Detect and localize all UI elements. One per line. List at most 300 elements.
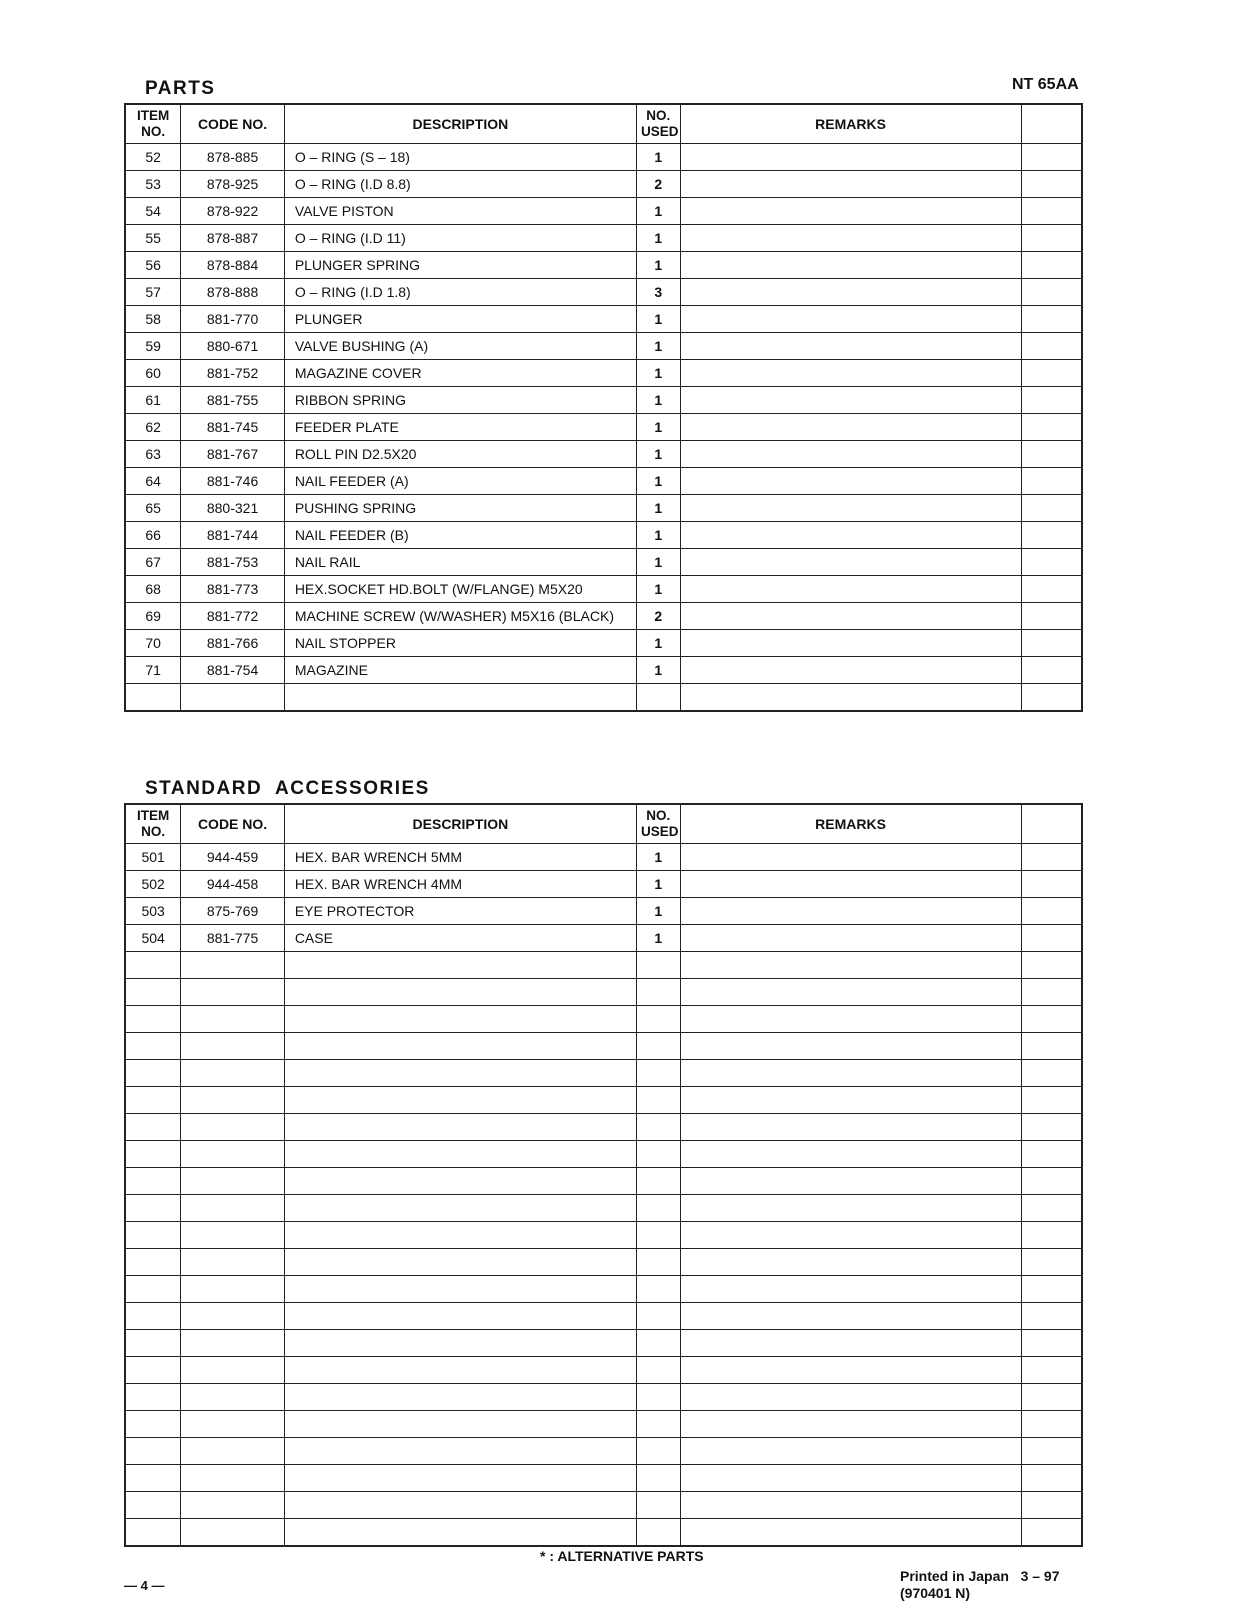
item-no-cell: 63	[125, 441, 181, 468]
table-row	[125, 1357, 1082, 1384]
description-cell	[284, 684, 636, 712]
code-no-cell: 878-884	[181, 252, 285, 279]
code-no-cell	[181, 684, 285, 712]
qty-cell: 1	[636, 576, 680, 603]
accessories-table	[124, 803, 1083, 1547]
col-remarks: REMARKS	[680, 804, 1021, 844]
item-no-cell	[125, 1168, 181, 1195]
item-no-cell	[125, 1276, 181, 1303]
remarks-cell	[680, 576, 1021, 603]
table-row	[125, 1330, 1082, 1357]
qty-cell: 1	[636, 387, 680, 414]
table-row	[125, 1438, 1082, 1465]
description-cell	[284, 1114, 636, 1141]
qty-cell	[636, 1384, 680, 1411]
description-cell	[284, 1195, 636, 1222]
item-no-cell: 502	[125, 871, 181, 898]
item-no-cell: 69	[125, 603, 181, 630]
extra-cell	[1021, 441, 1082, 468]
item-no-cell	[125, 1006, 181, 1033]
col-code-no: CODE NO.	[181, 104, 285, 144]
item-no-cell: 62	[125, 414, 181, 441]
remarks-cell	[680, 871, 1021, 898]
extra-cell	[1021, 1384, 1082, 1411]
table-row	[125, 603, 1082, 630]
code-no-cell	[181, 1330, 285, 1357]
code-no-cell	[181, 979, 285, 1006]
description-cell	[284, 1384, 636, 1411]
item-no-cell: 71	[125, 657, 181, 684]
description-cell	[284, 1411, 636, 1438]
item-no-cell	[125, 1303, 181, 1330]
table-row	[125, 252, 1082, 279]
qty-cell	[636, 979, 680, 1006]
qty-cell	[636, 1438, 680, 1465]
table-row	[125, 225, 1082, 252]
item-no-cell: 60	[125, 360, 181, 387]
table-row	[125, 333, 1082, 360]
printed-in-japan: Printed in Japan 3 – 97	[900, 1568, 1060, 1584]
remarks-cell	[680, 387, 1021, 414]
description-cell: HEX. BAR WRENCH 5MM	[284, 844, 636, 871]
table-row	[125, 1006, 1082, 1033]
description-cell	[284, 1357, 636, 1384]
description-cell: FEEDER PLATE	[284, 414, 636, 441]
remarks-cell	[680, 1519, 1021, 1547]
code-no-cell: 881-753	[181, 549, 285, 576]
qty-cell	[636, 1114, 680, 1141]
extra-cell	[1021, 603, 1082, 630]
code-no-cell: 881-744	[181, 522, 285, 549]
table-row	[125, 576, 1082, 603]
remarks-cell	[680, 414, 1021, 441]
extra-cell	[1021, 387, 1082, 414]
item-no-cell: 68	[125, 576, 181, 603]
item-no-cell: 503	[125, 898, 181, 925]
description-cell	[284, 1465, 636, 1492]
qty-cell: 2	[636, 171, 680, 198]
accessories-header-row	[125, 804, 1082, 844]
table-row	[125, 979, 1082, 1006]
table-row	[125, 1087, 1082, 1114]
remarks-cell	[680, 603, 1021, 630]
table-row	[125, 952, 1082, 979]
printed-info	[900, 1568, 1060, 1602]
remarks-cell	[680, 1384, 1021, 1411]
item-no-cell: 53	[125, 171, 181, 198]
description-cell	[284, 1168, 636, 1195]
description-cell: HEX. BAR WRENCH 4MM	[284, 871, 636, 898]
remarks-cell	[680, 1033, 1021, 1060]
extra-cell	[1021, 306, 1082, 333]
extra-cell	[1021, 657, 1082, 684]
code-no-cell: 881-773	[181, 576, 285, 603]
extra-cell	[1021, 925, 1082, 952]
item-no-cell	[125, 979, 181, 1006]
qty-cell	[636, 1465, 680, 1492]
table-row	[125, 468, 1082, 495]
remarks-cell	[680, 844, 1021, 871]
qty-cell: 1	[636, 225, 680, 252]
description-cell	[284, 1492, 636, 1519]
extra-cell	[1021, 522, 1082, 549]
code-no-cell: 944-459	[181, 844, 285, 871]
table-row	[125, 495, 1082, 522]
description-cell: NAIL FEEDER (A)	[284, 468, 636, 495]
item-no-cell	[125, 1492, 181, 1519]
item-no-cell	[125, 1222, 181, 1249]
description-cell: PLUNGER	[284, 306, 636, 333]
qty-cell: 1	[636, 468, 680, 495]
item-no-cell: 504	[125, 925, 181, 952]
extra-cell	[1021, 468, 1082, 495]
qty-cell	[636, 1168, 680, 1195]
alternative-parts-note: * : ALTERNATIVE PARTS	[540, 1548, 704, 1564]
code-no-cell	[181, 1519, 285, 1547]
code-no-cell: 881-770	[181, 306, 285, 333]
extra-cell	[1021, 198, 1082, 225]
qty-cell: 1	[636, 925, 680, 952]
code-no-cell	[181, 1276, 285, 1303]
table-row	[125, 414, 1082, 441]
description-cell: NAIL STOPPER	[284, 630, 636, 657]
extra-cell	[1021, 1276, 1082, 1303]
code-no-cell: 881-775	[181, 925, 285, 952]
description-cell	[284, 1303, 636, 1330]
item-no-cell	[125, 1087, 181, 1114]
item-no-cell: 56	[125, 252, 181, 279]
table-row	[125, 306, 1082, 333]
remarks-cell	[680, 898, 1021, 925]
description-cell: O – RING (I.D 1.8)	[284, 279, 636, 306]
remarks-cell	[680, 1249, 1021, 1276]
extra-cell	[1021, 549, 1082, 576]
col-item-no: ITEM NO.	[125, 104, 181, 144]
item-no-cell: 66	[125, 522, 181, 549]
extra-cell	[1021, 630, 1082, 657]
table-row	[125, 1114, 1082, 1141]
qty-cell: 1	[636, 657, 680, 684]
code-no-cell: 944-458	[181, 871, 285, 898]
table-row	[125, 1033, 1082, 1060]
remarks-cell	[680, 1006, 1021, 1033]
remarks-cell	[680, 657, 1021, 684]
remarks-cell	[680, 549, 1021, 576]
remarks-cell	[680, 171, 1021, 198]
col-extra	[1021, 804, 1082, 844]
page-number: — 4 —	[124, 1578, 165, 1593]
qty-cell	[636, 684, 680, 712]
col-no-used: NO. USED	[636, 104, 680, 144]
description-cell: MAGAZINE	[284, 657, 636, 684]
qty-cell: 1	[636, 844, 680, 871]
remarks-cell	[680, 1330, 1021, 1357]
description-cell	[284, 1276, 636, 1303]
table-row	[125, 1411, 1082, 1438]
code-no-cell	[181, 1141, 285, 1168]
code-no-cell: 881-752	[181, 360, 285, 387]
extra-cell	[1021, 1519, 1082, 1547]
item-no-cell: 59	[125, 333, 181, 360]
extra-cell	[1021, 844, 1082, 871]
table-row	[125, 387, 1082, 414]
extra-cell	[1021, 898, 1082, 925]
code-no-cell: 880-321	[181, 495, 285, 522]
item-no-cell: 52	[125, 144, 181, 171]
col-description: DESCRIPTION	[284, 104, 636, 144]
extra-cell	[1021, 333, 1082, 360]
description-cell	[284, 1249, 636, 1276]
table-row	[125, 925, 1082, 952]
extra-cell	[1021, 360, 1082, 387]
item-no-cell	[125, 1033, 181, 1060]
extra-cell	[1021, 279, 1082, 306]
description-cell	[284, 1006, 636, 1033]
qty-cell: 1	[636, 144, 680, 171]
extra-cell	[1021, 979, 1082, 1006]
code-no-cell	[181, 1411, 285, 1438]
code-no-cell	[181, 1438, 285, 1465]
extra-cell	[1021, 1222, 1082, 1249]
remarks-cell	[680, 225, 1021, 252]
qty-cell: 1	[636, 495, 680, 522]
table-row	[125, 1249, 1082, 1276]
item-no-cell: 61	[125, 387, 181, 414]
description-cell: EYE PROTECTOR	[284, 898, 636, 925]
extra-cell	[1021, 1438, 1082, 1465]
code-no-cell	[181, 1114, 285, 1141]
table-row	[125, 684, 1082, 712]
table-row	[125, 144, 1082, 171]
remarks-cell	[680, 360, 1021, 387]
table-row	[125, 630, 1082, 657]
table-row	[125, 1303, 1082, 1330]
description-cell: O – RING (S – 18)	[284, 144, 636, 171]
description-cell	[284, 1033, 636, 1060]
item-no-cell: 501	[125, 844, 181, 871]
item-no-cell: 58	[125, 306, 181, 333]
extra-cell	[1021, 1249, 1082, 1276]
table-row	[125, 1141, 1082, 1168]
description-cell	[284, 1087, 636, 1114]
item-no-cell	[125, 1249, 181, 1276]
table-row	[125, 279, 1082, 306]
description-cell: MAGAZINE COVER	[284, 360, 636, 387]
remarks-cell	[680, 279, 1021, 306]
qty-cell	[636, 1195, 680, 1222]
item-no-cell: 54	[125, 198, 181, 225]
table-row	[125, 171, 1082, 198]
col-no-used: NO. USED	[636, 804, 680, 844]
code-no-cell: 878-925	[181, 171, 285, 198]
code-no-cell: 878-885	[181, 144, 285, 171]
code-no-cell: 878-888	[181, 279, 285, 306]
table-row	[125, 898, 1082, 925]
extra-cell	[1021, 1006, 1082, 1033]
remarks-cell	[680, 1357, 1021, 1384]
remarks-cell	[680, 979, 1021, 1006]
remarks-cell	[680, 1438, 1021, 1465]
remarks-cell	[680, 1114, 1021, 1141]
extra-cell	[1021, 1330, 1082, 1357]
description-cell: PUSHING SPRING	[284, 495, 636, 522]
code-no-cell: 881-746	[181, 468, 285, 495]
code-no-cell	[181, 1195, 285, 1222]
table-row	[125, 1492, 1082, 1519]
qty-cell: 1	[636, 360, 680, 387]
description-cell: HEX.SOCKET HD.BOLT (W/FLANGE) M5X20	[284, 576, 636, 603]
qty-cell	[636, 1033, 680, 1060]
col-remarks: REMARKS	[680, 104, 1021, 144]
table-row	[125, 871, 1082, 898]
extra-cell	[1021, 1033, 1082, 1060]
print-code: (970401 N)	[900, 1585, 971, 1601]
description-cell	[284, 952, 636, 979]
description-cell: O – RING (I.D 11)	[284, 225, 636, 252]
extra-cell	[1021, 871, 1082, 898]
remarks-cell	[680, 1087, 1021, 1114]
qty-cell: 1	[636, 198, 680, 225]
remarks-cell	[680, 144, 1021, 171]
remarks-cell	[680, 333, 1021, 360]
remarks-cell	[680, 522, 1021, 549]
code-no-cell: 881-772	[181, 603, 285, 630]
table-row	[125, 360, 1082, 387]
description-cell	[284, 1060, 636, 1087]
remarks-cell	[680, 441, 1021, 468]
qty-cell	[636, 1492, 680, 1519]
description-cell: VALVE BUSHING (A)	[284, 333, 636, 360]
item-no-cell	[125, 684, 181, 712]
description-cell: PLUNGER SPRING	[284, 252, 636, 279]
item-no-cell: 70	[125, 630, 181, 657]
item-no-cell	[125, 1114, 181, 1141]
extra-cell	[1021, 952, 1082, 979]
description-cell	[284, 979, 636, 1006]
qty-cell	[636, 1087, 680, 1114]
code-no-cell	[181, 1249, 285, 1276]
table-row	[125, 1384, 1082, 1411]
qty-cell: 2	[636, 603, 680, 630]
item-no-cell	[125, 1330, 181, 1357]
extra-cell	[1021, 225, 1082, 252]
code-no-cell: 878-922	[181, 198, 285, 225]
parts-header-row	[125, 104, 1082, 144]
extra-cell	[1021, 252, 1082, 279]
code-no-cell: 881-754	[181, 657, 285, 684]
table-row	[125, 441, 1082, 468]
col-description: DESCRIPTION	[284, 804, 636, 844]
qty-cell: 1	[636, 898, 680, 925]
item-no-cell	[125, 1141, 181, 1168]
remarks-cell	[680, 1465, 1021, 1492]
qty-cell	[636, 1141, 680, 1168]
code-no-cell: 881-755	[181, 387, 285, 414]
remarks-cell	[680, 1411, 1021, 1438]
qty-cell: 1	[636, 522, 680, 549]
col-code-no: CODE NO.	[181, 804, 285, 844]
description-cell: VALVE PISTON	[284, 198, 636, 225]
model-number: NT 65AA	[1012, 76, 1079, 93]
description-cell: CASE	[284, 925, 636, 952]
qty-cell: 1	[636, 630, 680, 657]
extra-cell	[1021, 1087, 1082, 1114]
parts-table	[124, 103, 1083, 712]
extra-cell	[1021, 144, 1082, 171]
description-cell: RIBBON SPRING	[284, 387, 636, 414]
qty-cell	[636, 1411, 680, 1438]
remarks-cell	[680, 1141, 1021, 1168]
code-no-cell	[181, 1033, 285, 1060]
description-cell	[284, 1222, 636, 1249]
remarks-cell	[680, 684, 1021, 712]
item-no-cell	[125, 1411, 181, 1438]
table-row	[125, 198, 1082, 225]
accessories-title: STANDARD ACCESSORIES	[145, 778, 430, 799]
item-no-cell	[125, 1357, 181, 1384]
item-no-cell	[125, 1060, 181, 1087]
code-no-cell: 880-671	[181, 333, 285, 360]
table-row	[125, 1195, 1082, 1222]
remarks-cell	[680, 630, 1021, 657]
table-row	[125, 522, 1082, 549]
item-no-cell: 67	[125, 549, 181, 576]
remarks-cell	[680, 1195, 1021, 1222]
extra-cell	[1021, 171, 1082, 198]
table-row	[125, 1519, 1082, 1547]
table-row	[125, 1060, 1082, 1087]
item-no-cell	[125, 1384, 181, 1411]
description-cell: MACHINE SCREW (W/WASHER) M5X16 (BLACK)	[284, 603, 636, 630]
item-no-cell: 57	[125, 279, 181, 306]
table-row	[125, 1276, 1082, 1303]
code-no-cell	[181, 1384, 285, 1411]
item-no-cell	[125, 1519, 181, 1547]
qty-cell: 3	[636, 279, 680, 306]
remarks-cell	[680, 495, 1021, 522]
qty-cell	[636, 1519, 680, 1547]
qty-cell: 1	[636, 306, 680, 333]
code-no-cell	[181, 952, 285, 979]
item-no-cell: 65	[125, 495, 181, 522]
qty-cell: 1	[636, 441, 680, 468]
remarks-cell	[680, 925, 1021, 952]
extra-cell	[1021, 1168, 1082, 1195]
description-cell	[284, 1141, 636, 1168]
qty-cell: 1	[636, 252, 680, 279]
table-row	[125, 1465, 1082, 1492]
extra-cell	[1021, 1114, 1082, 1141]
table-row	[125, 657, 1082, 684]
parts-title: PARTS	[145, 78, 216, 99]
code-no-cell	[181, 1060, 285, 1087]
code-no-cell	[181, 1357, 285, 1384]
item-no-cell	[125, 1465, 181, 1492]
description-cell	[284, 1519, 636, 1547]
qty-cell	[636, 1249, 680, 1276]
code-no-cell	[181, 1492, 285, 1519]
code-no-cell	[181, 1222, 285, 1249]
code-no-cell: 881-766	[181, 630, 285, 657]
code-no-cell	[181, 1303, 285, 1330]
item-no-cell: 55	[125, 225, 181, 252]
col-item-no: ITEM NO.	[125, 804, 181, 844]
extra-cell	[1021, 1465, 1082, 1492]
qty-cell	[636, 1276, 680, 1303]
code-no-cell	[181, 1465, 285, 1492]
remarks-cell	[680, 198, 1021, 225]
table-row	[125, 1222, 1082, 1249]
